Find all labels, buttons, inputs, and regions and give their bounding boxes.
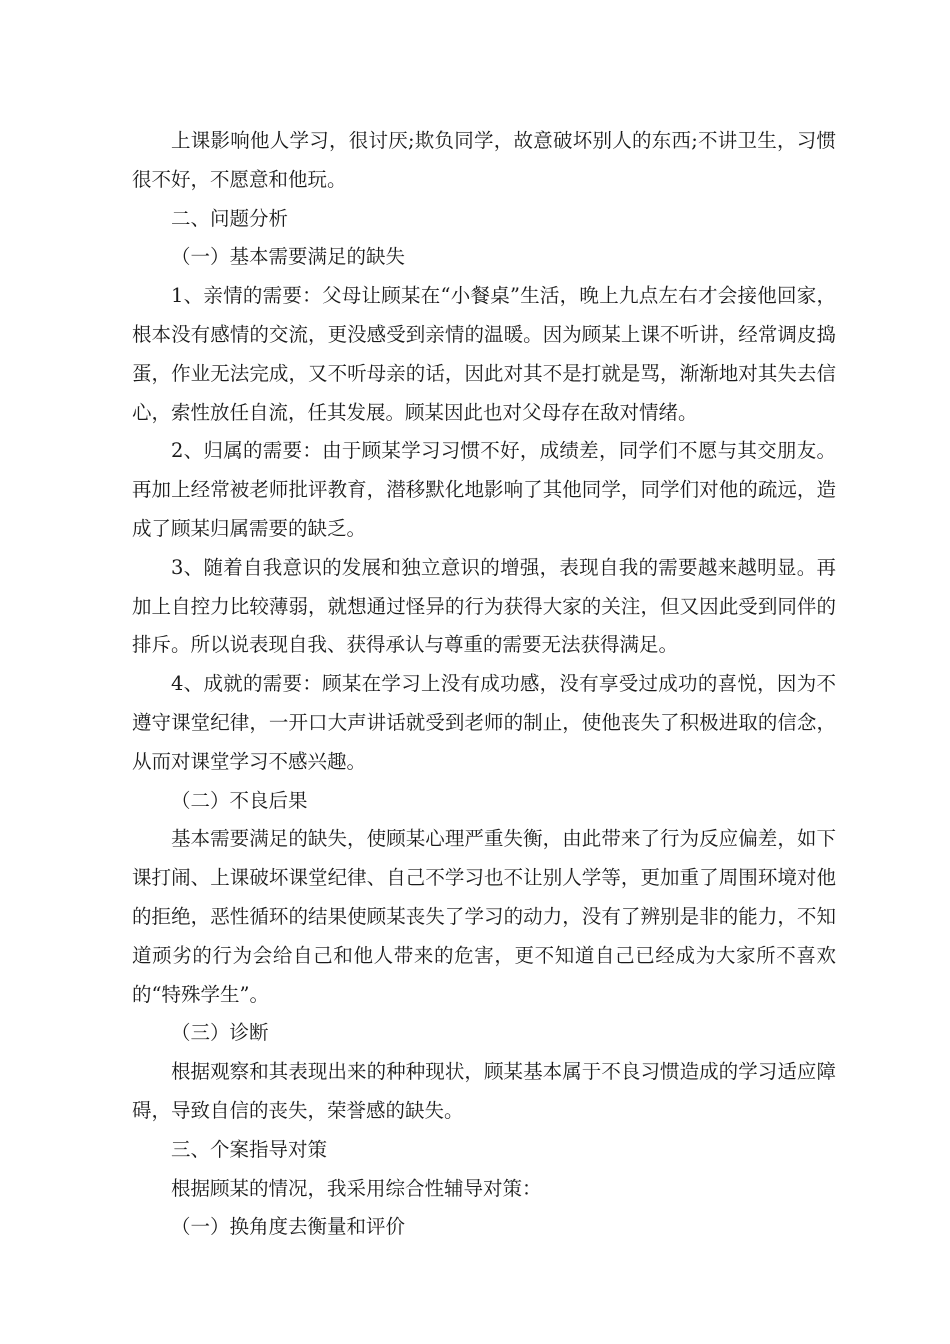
subsection-heading: （一）基本需要满足的缺失 — [171, 245, 406, 269]
section-heading: 二、问题分析 — [171, 206, 289, 230]
paragraph: 根据顾某的情况，我采用综合性辅导对策： — [171, 1176, 542, 1200]
paragraph: 根据观察和其表现出来的种种现状，顾某基本属于不良习惯造成的学习适应障碍，导致自信的丧失，荣誉感的缺失。 — [132, 1060, 836, 1122]
subsection-heading: （二）不良后果 — [171, 788, 308, 812]
paragraph: 2、归属的需要：由于顾某学习习惯不好，成绩差，同学们不愿与其交朋友。再加上经常被老师批评教育，潜移默化地影响了其他同学，同学们对他的疏远，造成了顾某归属需要的缺乏。 — [132, 439, 836, 540]
paragraph: 4、成就的需要：顾某在学习上没有成功感，没有享受过成功的喜悦，因为不遵守课堂纪律，一开口大声讲话就受到老师的制止，使他丧失了积极进取的信念，从而对课堂学习不感兴趣。 — [132, 672, 836, 773]
section-heading: 三、个案指导对策 — [171, 1137, 328, 1161]
paragraph: 上课影响他人学习，很讨厌;欺负同学，故意破坏别人的东西;不讲卫生，习惯很不好，不愿意和他玩。 — [132, 129, 836, 191]
subsection-heading: （三）诊断 — [171, 1021, 269, 1045]
document-body — [132, 122, 836, 1247]
paragraph: 1、亲情的需要：父母让顾某在“小餐桌”生活，晚上九点左右才会接他回家，根本没有感情的交流，更没感受到亲情的温暖。因为顾某上课不听讲，经常调皮捣蛋，作业无法完成，又不听母亲的话，因此对其不是打就是骂，渐渐地对其失去信心，索性放任自流，任其发展。顾某因此也对父母存在敌对情绪。 — [132, 284, 836, 424]
paragraph: 3、随着自我意识的发展和独立意识的增强，表现自我的需要越来越明显。再加上自控力比较薄弱，就想通过怪异的行为获得大家的关注，但又因此受到同伴的排斥。所以说表现自我、获得承认与尊重的需要无法获得满足。 — [132, 555, 836, 657]
paragraph: 基本需要满足的缺失，使顾某心理严重失衡，由此带来了行为反应偏差，如下课打闹、上课破坏课堂纪律、自己不学习也不让别人学等，更加重了周围环境对他的拒绝，恶性循环的结果使顾某丧失了学习的动力，没有了辨别是非的能力，不知道顽劣的行为会给自己和他人带来的危害，更不知道自己已经成为大家所不喜欢的“特殊学生”。 — [132, 827, 836, 1006]
subsection-heading: （一）换角度去衡量和评价 — [171, 1215, 406, 1239]
